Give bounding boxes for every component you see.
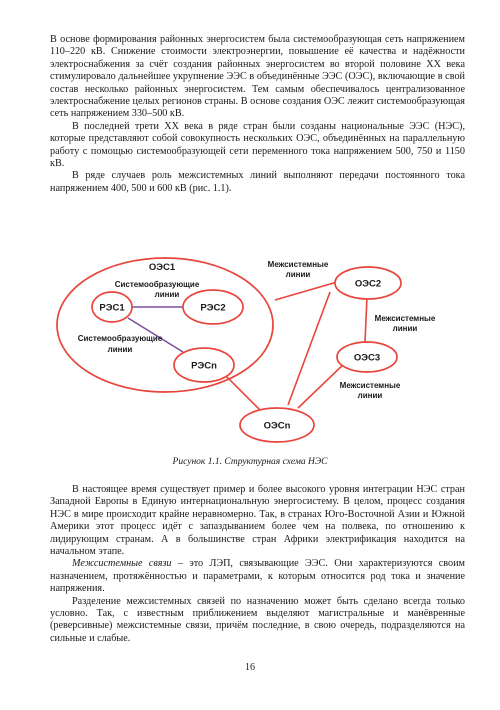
res1-label: РЭС1 bbox=[99, 302, 125, 314]
inter-lines-right-label-2: линии bbox=[392, 324, 418, 333]
oesn-label: ОЭСn bbox=[263, 420, 291, 432]
paragraph-4: В настоящее время существует пример и более высокого уровня интеграции НЭС стран Западной Европы в Единую интернациональную энергосистему. В целом, процесс создания НЭС в мире происходит крайне неравномерно. Так, в странах Юго-Восточной Азии и Южной Америки этот процесс идёт с запаздыванием более чем на полвека, по отношению к лидирующим странам. А в большинстве стран Африки электрификация находится на начальном этапе. bbox=[50, 484, 465, 558]
system-lines-top-label-1: Системообразующие bbox=[114, 280, 200, 289]
figure-caption: Рисунок 1.1. Структурная схема НЭС bbox=[172, 457, 328, 467]
system-lines-top-label-2: линии bbox=[154, 290, 180, 299]
paragraph-3: В ряде случаев роль межсистемных линий выполняют передачи постоянного тока напряжением 400, 500 и 600 кВ (рис. 1.1). bbox=[50, 170, 465, 194]
res2-label: РЭС2 bbox=[200, 302, 226, 314]
system-lines-left-label-1: Системообразующие bbox=[77, 334, 163, 343]
inter-lines-right-label-1: Межсистемные bbox=[374, 314, 436, 323]
page-number: 16 bbox=[245, 662, 255, 673]
link-oes2-oesn bbox=[288, 292, 330, 405]
definition-paragraph bbox=[50, 558, 465, 595]
inter-lines-bottom-label-2: линии bbox=[357, 391, 383, 400]
link-oes2-oes3 bbox=[365, 297, 367, 342]
oes2-label: ОЭС2 bbox=[354, 278, 382, 290]
paragraph-6: Разделение межсистемных связей по назначению может быть сделано всегда только условно. Так, с известным приближением выделяют магистральные и манёвренные (реверсивные) межсистемные связи, причём последние, в свою очередь, подразделяются на сильные и слабые. bbox=[50, 595, 465, 644]
inter-lines-top-label-2: линии bbox=[285, 270, 311, 279]
paragraph-2: В последней трети XX века в ряде стран были созданы национальные ЭЭС (НЭС), которые представляют собой совокупность нескольких ОЭС, объединённых на параллельную работу с помощью системообразующей сети переменного тока напряжением 500, 750 и 1150 кВ. bbox=[50, 120, 465, 170]
definition-term: Межсистемные связи bbox=[72, 558, 172, 570]
system-lines-left-label-2: линии bbox=[107, 345, 133, 354]
definition-text: – это ЛЭП, связывающие ЭЭС. Они характеризуются своим назначением, протяжённостью и параметрами, к которым относится род тока и значение напряжения. bbox=[50, 558, 465, 595]
inter-lines-bottom-label-1: Межсистемные bbox=[339, 381, 401, 390]
resn-label: РЭСn bbox=[191, 360, 217, 372]
oes1-label: ОЭС1 bbox=[148, 262, 176, 273]
body-text bbox=[50, 484, 465, 645]
paragraph-1: В основе формирования районных энергосистем была системообразующая сеть напряжением 110–220 кВ. Снижение стоимости электроэнергии, повышение её качества и надёжности электроснабжения за счёт создания районных энергосистем во второй половине XX века стимулировало дальнейшее укрупнение ЭЭС в объединённые ЭЭС (ОЭС), включающие в свой состав несколько районных энергосистем. Тем самым обеспечивалось централизованное электроснабжение целых регионов страны. В основе создания ОЭС лежит системообразующая сеть напряжением 330–500 кВ. bbox=[50, 34, 465, 120]
inter-lines-top-label-1: Межсистемные bbox=[267, 260, 329, 269]
oes1-ellipse bbox=[57, 258, 273, 392]
oes3-label: ОЭС3 bbox=[353, 352, 381, 364]
